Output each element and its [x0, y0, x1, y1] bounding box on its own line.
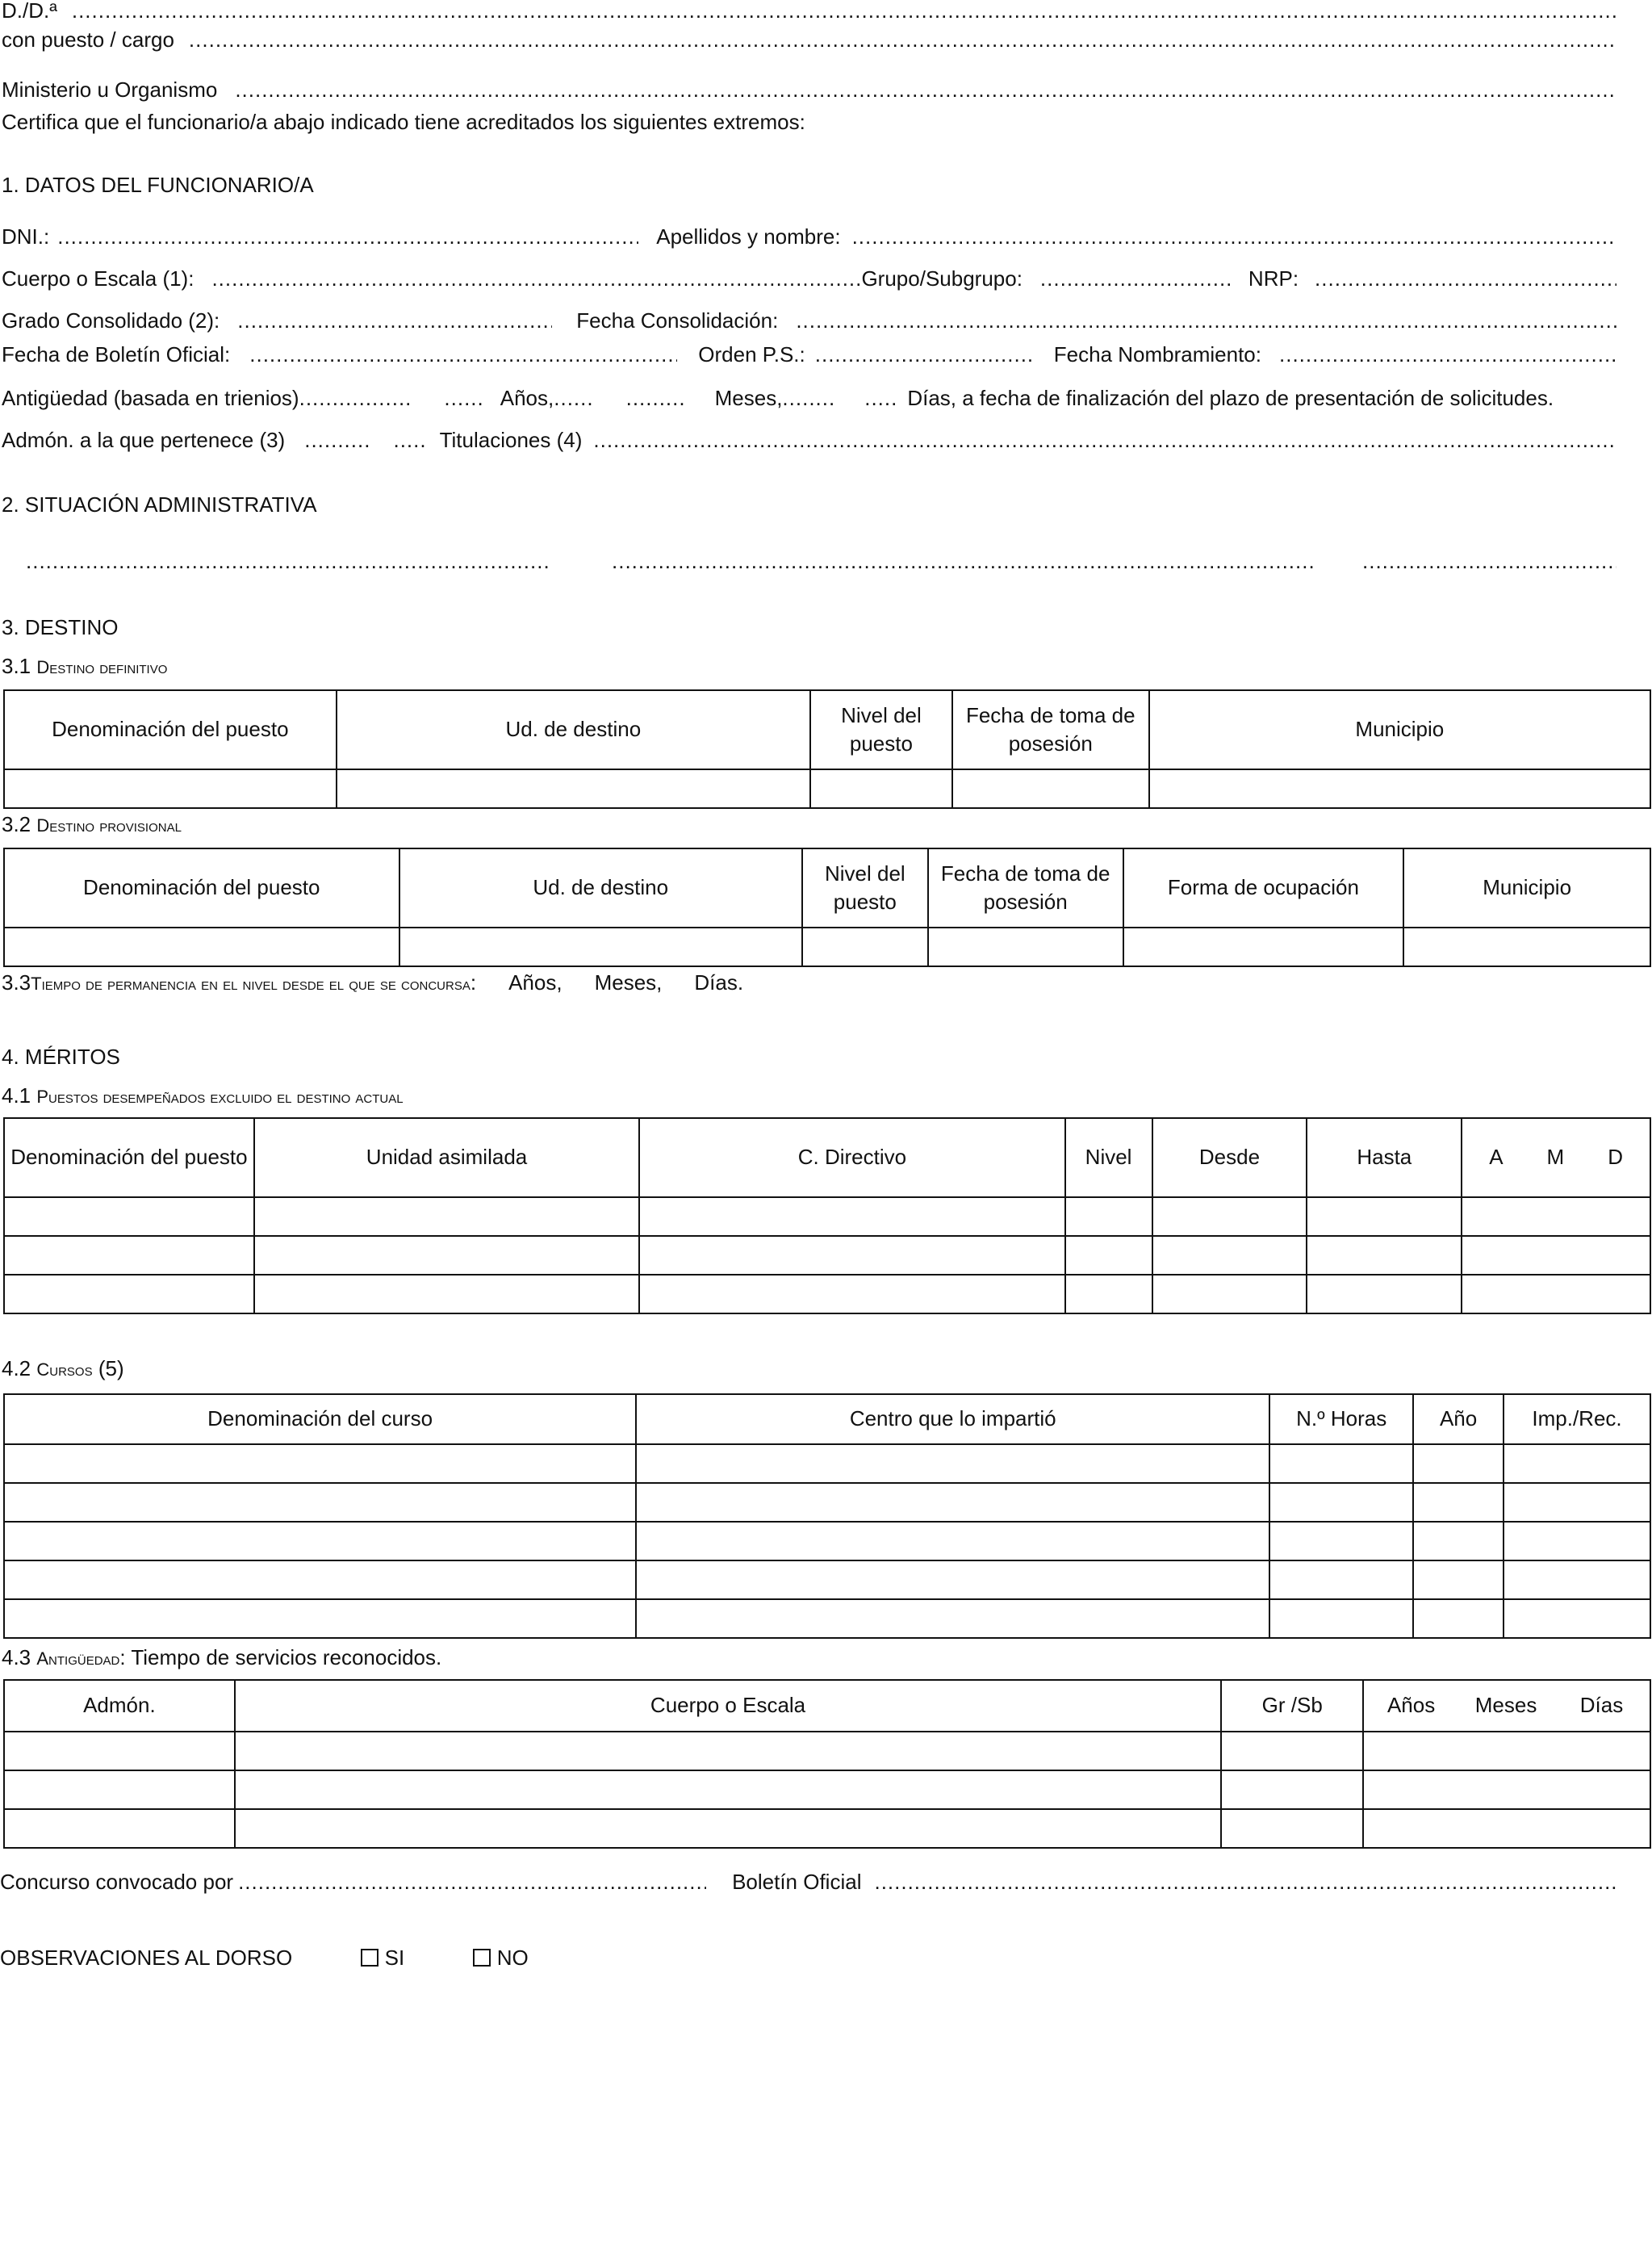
- table-header: Meses: [1458, 1680, 1554, 1732]
- dni-field[interactable]: [57, 226, 638, 247]
- table-row: [4, 1522, 1650, 1560]
- amd-m-label: M: [1546, 1145, 1565, 1170]
- fecha-nombramiento-label: Fecha Nombramiento:: [1053, 342, 1261, 367]
- table-cell[interactable]: [1307, 1275, 1462, 1313]
- table-header: Municipio: [1149, 690, 1650, 769]
- subsection-3-3-number: 3.3: [2, 970, 31, 995]
- table-row: [4, 1732, 1650, 1770]
- ministerio-line: [2, 73, 1616, 100]
- table-cell[interactable]: [399, 928, 802, 966]
- nrp-label: NRP:: [1248, 266, 1299, 291]
- table-header: Desde: [1152, 1118, 1307, 1197]
- table-row: [4, 1275, 1650, 1313]
- table-header: Días: [1554, 1680, 1650, 1732]
- table-cell[interactable]: [1363, 1732, 1650, 1770]
- no-label: NO: [496, 1946, 529, 1970]
- table-header: Cuerpo o Escala: [235, 1680, 1222, 1732]
- table-cell[interactable]: [1269, 1483, 1413, 1522]
- table-header: Admón.: [4, 1680, 235, 1732]
- table-cell[interactable]: [1413, 1560, 1504, 1599]
- table-header: Forma de ocupación: [1123, 848, 1404, 928]
- fecha-boletin-line: [2, 337, 1616, 365]
- subsection-3-2-number: 3.2: [2, 812, 37, 836]
- ministerio-label: Ministerio u Organismo: [2, 77, 218, 102]
- table-cell[interactable]: [1363, 1770, 1650, 1809]
- concurso-field[interactable]: [238, 1871, 706, 1892]
- permanencia-anios: Años,: [508, 970, 563, 995]
- puesto-line: [2, 23, 1616, 50]
- subsection-4-2-title: [2, 1356, 124, 1381]
- dias-text: Días, a fecha de finalización del plazo de presentación de solicitudes.: [907, 386, 1554, 410]
- table-header: Denominación del curso: [4, 1394, 636, 1444]
- no-checkbox[interactable]: [473, 1949, 491, 1967]
- amd-d-label: D: [1608, 1145, 1623, 1170]
- subsection-4-1-number: 4.1: [2, 1083, 37, 1108]
- destino-definitivo-table: [3, 689, 1651, 809]
- table-cell[interactable]: [4, 1560, 636, 1599]
- si-label: SI: [384, 1946, 405, 1970]
- table-header: Denominación del puesto: [4, 690, 337, 769]
- table-header: Denominación del puesto: [4, 848, 399, 928]
- table-header: C. Directivo: [639, 1118, 1064, 1197]
- subsection-4-3-number: 4.3: [2, 1645, 37, 1669]
- table-row: [4, 928, 1650, 966]
- fecha-boletin-field[interactable]: [249, 344, 677, 365]
- table-row: [4, 1560, 1650, 1599]
- table-cell[interactable]: [235, 1770, 1222, 1809]
- admon-field-2[interactable]: .....: [393, 428, 427, 452]
- table-cell[interactable]: [1269, 1599, 1413, 1638]
- table-row: [4, 1599, 1650, 1638]
- table-cell[interactable]: [639, 1275, 1064, 1313]
- grado-label: Grado Consolidado (2):: [2, 308, 220, 333]
- subsection-3-3-line: [2, 970, 743, 995]
- table-cell[interactable]: [1269, 1522, 1413, 1560]
- table-cell[interactable]: [636, 1444, 1269, 1483]
- table-cell[interactable]: [1413, 1522, 1504, 1560]
- table-header: Ud. de destino: [399, 848, 802, 928]
- table-cell[interactable]: [4, 928, 399, 966]
- table-header: Denominación del puesto: [4, 1118, 254, 1197]
- table-cell[interactable]: [1403, 928, 1650, 966]
- table-cell[interactable]: [254, 1275, 639, 1313]
- destino-provisional-table: [3, 848, 1651, 967]
- table-cell[interactable]: [1413, 1599, 1504, 1638]
- apellidos-field[interactable]: [852, 226, 1616, 247]
- table-header: Unidad asimilada: [254, 1118, 639, 1197]
- dda-field[interactable]: [72, 0, 1616, 21]
- admon-field-1[interactable]: ..........: [304, 428, 371, 452]
- table-cell[interactable]: [1269, 1444, 1413, 1483]
- table-cell[interactable]: [235, 1809, 1222, 1848]
- table-cell[interactable]: [1065, 1197, 1152, 1236]
- table-header: Fecha de toma de posesión: [952, 690, 1149, 769]
- fecha-nombramiento-field[interactable]: [1279, 344, 1616, 365]
- table-header: Ud. de destino: [337, 690, 810, 769]
- grado-field[interactable]: [237, 310, 552, 331]
- table-cell[interactable]: [639, 1197, 1064, 1236]
- subsection-4-3-text: Antigüedad: [36, 1648, 120, 1669]
- table-cell[interactable]: [1152, 1197, 1307, 1236]
- anios-field[interactable]: ......: [554, 386, 594, 410]
- fecha-consolidacion-label: Fecha Consolidación:: [576, 308, 779, 333]
- subsection-4-1-text: Puestos desempeñados excluido el destino actual: [36, 1087, 404, 1107]
- table-cell[interactable]: [4, 1197, 254, 1236]
- dni-line: [2, 220, 1616, 247]
- meses-field[interactable]: ........: [782, 386, 836, 410]
- table-cell[interactable]: [1149, 769, 1650, 808]
- table-cell[interactable]: [4, 1275, 254, 1313]
- apellidos-label: Apellidos y nombre:: [656, 224, 841, 249]
- orden-field[interactable]: [815, 344, 1033, 365]
- table-header: Fecha de toma de posesión: [928, 848, 1123, 928]
- titulaciones-field[interactable]: [593, 429, 1616, 450]
- table-header: Gr /Sb: [1221, 1680, 1363, 1732]
- admon-line: [2, 423, 1616, 450]
- puesto-label: con puesto / cargo: [2, 27, 174, 52]
- subsection-4-2-number: 4.2: [2, 1356, 37, 1380]
- situacion-field-1[interactable]: [26, 551, 552, 572]
- subsection-4-2-text: Cursos: [36, 1359, 93, 1380]
- table-cell[interactable]: [1462, 1275, 1650, 1313]
- table-cell[interactable]: [4, 1444, 636, 1483]
- table-row: [4, 1483, 1650, 1522]
- table-cell[interactable]: [1504, 1560, 1650, 1599]
- table-cell[interactable]: [639, 1236, 1064, 1275]
- fecha-boletin-label: Fecha de Boletín Oficial:: [2, 342, 231, 367]
- subsection-4-2-suffix: (5): [92, 1356, 124, 1380]
- table-cell[interactable]: [1152, 1275, 1307, 1313]
- dda-line: [2, 0, 1616, 21]
- table-cell[interactable]: [1413, 1483, 1504, 1522]
- permanencia-meses: Meses,: [594, 970, 663, 995]
- subsection-4-1-title: [2, 1083, 404, 1108]
- cursos-table: [3, 1393, 1651, 1639]
- table-cell[interactable]: [4, 1770, 235, 1809]
- table-header: Hasta: [1307, 1118, 1462, 1197]
- table-cell[interactable]: [636, 1522, 1269, 1560]
- antiguedad-field-1[interactable]: .................: [299, 386, 412, 410]
- table-cell[interactable]: [4, 769, 337, 808]
- table-row: [4, 1444, 1650, 1483]
- grupo-label: Grupo/Subgrupo:: [861, 266, 1023, 291]
- table-row: [4, 1197, 1650, 1236]
- table-cell[interactable]: [1504, 1444, 1650, 1483]
- subsection-3-3-colon: :: [470, 970, 477, 995]
- ministerio-field[interactable]: [235, 79, 1616, 100]
- section-4-title: 4. MÉRITOS: [2, 1045, 120, 1069]
- table-cell[interactable]: [337, 769, 810, 808]
- antiguedad-label: Antigüedad (basada en trienios): [2, 386, 299, 410]
- table-cell[interactable]: [1221, 1770, 1363, 1809]
- subsection-3-1-text: Destino definitivo: [36, 657, 168, 677]
- puestos-desempenados-table: [3, 1117, 1651, 1314]
- table-header: Años: [1363, 1680, 1458, 1732]
- table-cell[interactable]: [636, 1560, 1269, 1599]
- grupo-field[interactable]: [1040, 268, 1234, 289]
- table-header: Municipio: [1403, 848, 1650, 928]
- amd-a-label: A: [1489, 1145, 1504, 1170]
- table-row: [4, 1236, 1650, 1275]
- observaciones-label: OBSERVACIONES AL DORSO: [0, 1946, 293, 1970]
- table-cell[interactable]: [810, 769, 952, 808]
- table-cell[interactable]: [4, 1522, 636, 1560]
- certifica-line: [2, 105, 1616, 132]
- observaciones-line: [0, 1946, 529, 1971]
- table-cell[interactable]: [1269, 1560, 1413, 1599]
- situacion-field-3[interactable]: [1362, 551, 1616, 572]
- table-cell[interactable]: [1221, 1809, 1363, 1848]
- table-cell[interactable]: [1504, 1599, 1650, 1638]
- subsection-4-3-suffix: : Tiempo de servicios reconocidos.: [119, 1645, 442, 1669]
- table-cell[interactable]: [1123, 928, 1404, 966]
- table-cell[interactable]: [1363, 1809, 1650, 1848]
- concurso-label: Concurso convocado por: [0, 1870, 234, 1894]
- table-cell[interactable]: [1504, 1483, 1650, 1522]
- fecha-consolidacion-field[interactable]: [796, 310, 1616, 331]
- orden-label: Orden P.S.:: [698, 342, 805, 367]
- subsection-4-3-title: [2, 1645, 441, 1670]
- table-cell[interactable]: [4, 1599, 636, 1638]
- meses-label: Meses,: [714, 386, 783, 410]
- subsection-3-2-title: [2, 812, 182, 837]
- table-cell[interactable]: [1221, 1732, 1363, 1770]
- table-cell[interactable]: [928, 928, 1123, 966]
- boletin-label: Boletín Oficial: [732, 1870, 862, 1894]
- table-cell[interactable]: [636, 1599, 1269, 1638]
- antiguedad-line: [2, 381, 1616, 408]
- table-header: N.º Horas: [1269, 1394, 1413, 1444]
- dni-label: DNI.:: [2, 224, 50, 249]
- table-cell[interactable]: [1307, 1236, 1462, 1275]
- cuerpo-line: [2, 262, 1616, 289]
- table-cell[interactable]: [1065, 1275, 1152, 1313]
- cuerpo-label: Cuerpo o Escala (1):: [2, 266, 194, 291]
- table-cell[interactable]: [4, 1809, 235, 1848]
- section-1-title: 1. DATOS DEL FUNCIONARIO/A: [2, 173, 314, 197]
- dda-label: D./D.ª: [2, 0, 57, 23]
- table-cell[interactable]: [636, 1483, 1269, 1522]
- situacion-field-2[interactable]: [612, 551, 1314, 572]
- table-row: [4, 1770, 1650, 1809]
- table-cell[interactable]: [1152, 1236, 1307, 1275]
- table-cell[interactable]: [1413, 1444, 1504, 1483]
- table-cell[interactable]: [254, 1197, 639, 1236]
- table-cell[interactable]: [235, 1732, 1222, 1770]
- section-2-title: 2. SITUACIÓN ADMINISTRATIVA: [2, 492, 317, 517]
- grado-line: [2, 304, 1616, 331]
- subsection-3-3-text: Tiempo de permanencia en el nivel desde el que se concursa: [31, 974, 471, 994]
- section-3-title: 3. DESTINO: [2, 615, 119, 639]
- cuerpo-field[interactable]: [211, 268, 861, 289]
- admon-label: Admón. a la que pertenece (3): [2, 428, 286, 452]
- concurso-line: [0, 1865, 1616, 1892]
- table-cell[interactable]: [1462, 1236, 1650, 1275]
- certifica-text: Certifica que el funcionario/a abajo indicado tiene acreditados los siguientes extremos:: [2, 110, 805, 134]
- nrp-field[interactable]: [1315, 268, 1616, 289]
- table-header: Imp./Rec.: [1504, 1394, 1650, 1444]
- table-header: Nivel: [1065, 1118, 1152, 1197]
- antiguedad-field-2[interactable]: ......: [444, 386, 484, 410]
- situacion-line: [26, 544, 1616, 572]
- table-row: [4, 769, 1650, 808]
- table-header-amd: [1462, 1118, 1650, 1197]
- puesto-field[interactable]: [189, 29, 1616, 50]
- table-cell[interactable]: [1065, 1236, 1152, 1275]
- anios-label: Años,: [500, 386, 554, 410]
- table-cell[interactable]: [1462, 1197, 1650, 1236]
- table-row: [4, 1809, 1650, 1848]
- anios-field-2[interactable]: .........: [625, 386, 686, 410]
- boletin-field[interactable]: [874, 1871, 1616, 1892]
- subsection-3-1-number: 3.1: [2, 654, 37, 678]
- table-cell[interactable]: [1307, 1197, 1462, 1236]
- table-header: Nivel del puesto: [810, 690, 952, 769]
- subsection-3-1-title: [2, 654, 167, 679]
- subsection-3-2-text: Destino provisional: [36, 815, 182, 836]
- titulaciones-label: Titulaciones (4): [439, 428, 583, 452]
- table-header: Centro que lo impartió: [636, 1394, 1269, 1444]
- table-header: Año: [1413, 1394, 1504, 1444]
- table-cell[interactable]: [4, 1732, 235, 1770]
- dias-field[interactable]: .....: [864, 386, 898, 410]
- table-cell[interactable]: [1504, 1522, 1650, 1560]
- table-header: Nivel del puesto: [802, 848, 928, 928]
- si-checkbox[interactable]: [361, 1949, 378, 1967]
- permanencia-dias: Días.: [694, 970, 744, 995]
- table-cell[interactable]: [952, 769, 1149, 808]
- table-cell[interactable]: [254, 1236, 639, 1275]
- table-cell[interactable]: [4, 1236, 254, 1275]
- table-cell[interactable]: [4, 1483, 636, 1522]
- table-cell[interactable]: [802, 928, 928, 966]
- antiguedad-table: [3, 1679, 1651, 1849]
